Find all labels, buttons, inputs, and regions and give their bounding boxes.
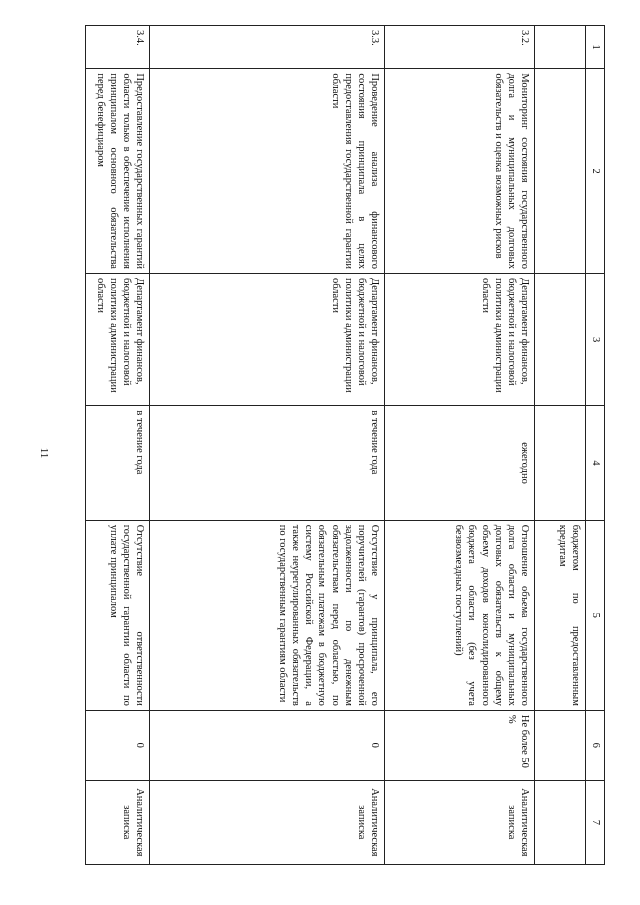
header-cell: 7 (586, 780, 605, 864)
executor-cell: Департамент финансов, бюджетной и налоговой политики администрации области (86, 273, 150, 405)
measure-cell: Проведение анализа финансового состояния принципала в целях предоставления государственной гарантии области (150, 69, 385, 274)
header-cell: 4 (586, 406, 605, 520)
executor-cell: Департамент финансов, бюджетной и налоговой политики администрации области (150, 273, 385, 405)
table-cell (535, 780, 586, 864)
page-number: 11 (38, 447, 50, 459)
table-cell (535, 69, 586, 274)
header-cell: 2 (586, 69, 605, 274)
indicator-cell: Отношение объема государственного долга области и муниципальных долговых обязательств к общему объему доходов консолидированного бюджета области (без учета безвозмездных поступлений) (385, 520, 535, 710)
executor-cell: Департамент финансов, бюджетной и налоговой политики администрации области (385, 273, 535, 405)
value-cell: 0 (86, 710, 150, 780)
table-row (86, 26, 150, 865)
plan-table (85, 25, 605, 865)
measure-cell: Мониторинг состояния государственного долга и муниципальных долговых обязательств и оценка возможных рисков (385, 69, 535, 274)
measure-cell: Предоставление государственных гарантий области только в обеспечение исполнения принципалом основного обязательства перед бенефициаром (86, 69, 150, 274)
header-row (586, 26, 605, 865)
table-cell (535, 406, 586, 520)
header-cell: 6 (586, 710, 605, 780)
header-cell: 5 (586, 520, 605, 710)
indicator-cell: Отсутствие ответственности государственной гарантии области по уплате принципалом (86, 520, 150, 710)
rotated-page-inner (85, 25, 605, 865)
term-cell: ежегодно (385, 406, 535, 520)
table-cell (535, 273, 586, 405)
form-cell: Аналитическая записка (150, 780, 385, 864)
form-cell: Аналитическая записка (86, 780, 150, 864)
indicator-cell: Отсутствие у принципала, его поручителей (гарантов) просроченной задолженности по денежным обязательствам перед областью, по обязательным платежам в бюджетную систему Российской Федерации, а также неурегулированных обязательств по государственным гарантиям области (150, 520, 385, 710)
term-cell: в течение года (150, 406, 385, 520)
table-cell (535, 26, 586, 69)
table-row (385, 26, 535, 865)
value-cell: Не более 50 % (385, 710, 535, 780)
form-cell: Аналитическая записка (385, 780, 535, 864)
header-cell: 1 (586, 26, 605, 69)
row-number: 3.4. (86, 26, 150, 69)
rotated-page (85, 25, 605, 865)
table-row (150, 26, 385, 865)
row-number: 3.3. (150, 26, 385, 69)
carryover-row (535, 26, 586, 865)
header-cell: 3 (586, 273, 605, 405)
row-number: 3.2. (385, 26, 535, 69)
table-cell (535, 710, 586, 780)
carryover-indicator: бюджетом по предоставленным кредитам (535, 520, 586, 710)
term-cell: в течение года (86, 406, 150, 520)
value-cell: 0 (150, 710, 385, 780)
